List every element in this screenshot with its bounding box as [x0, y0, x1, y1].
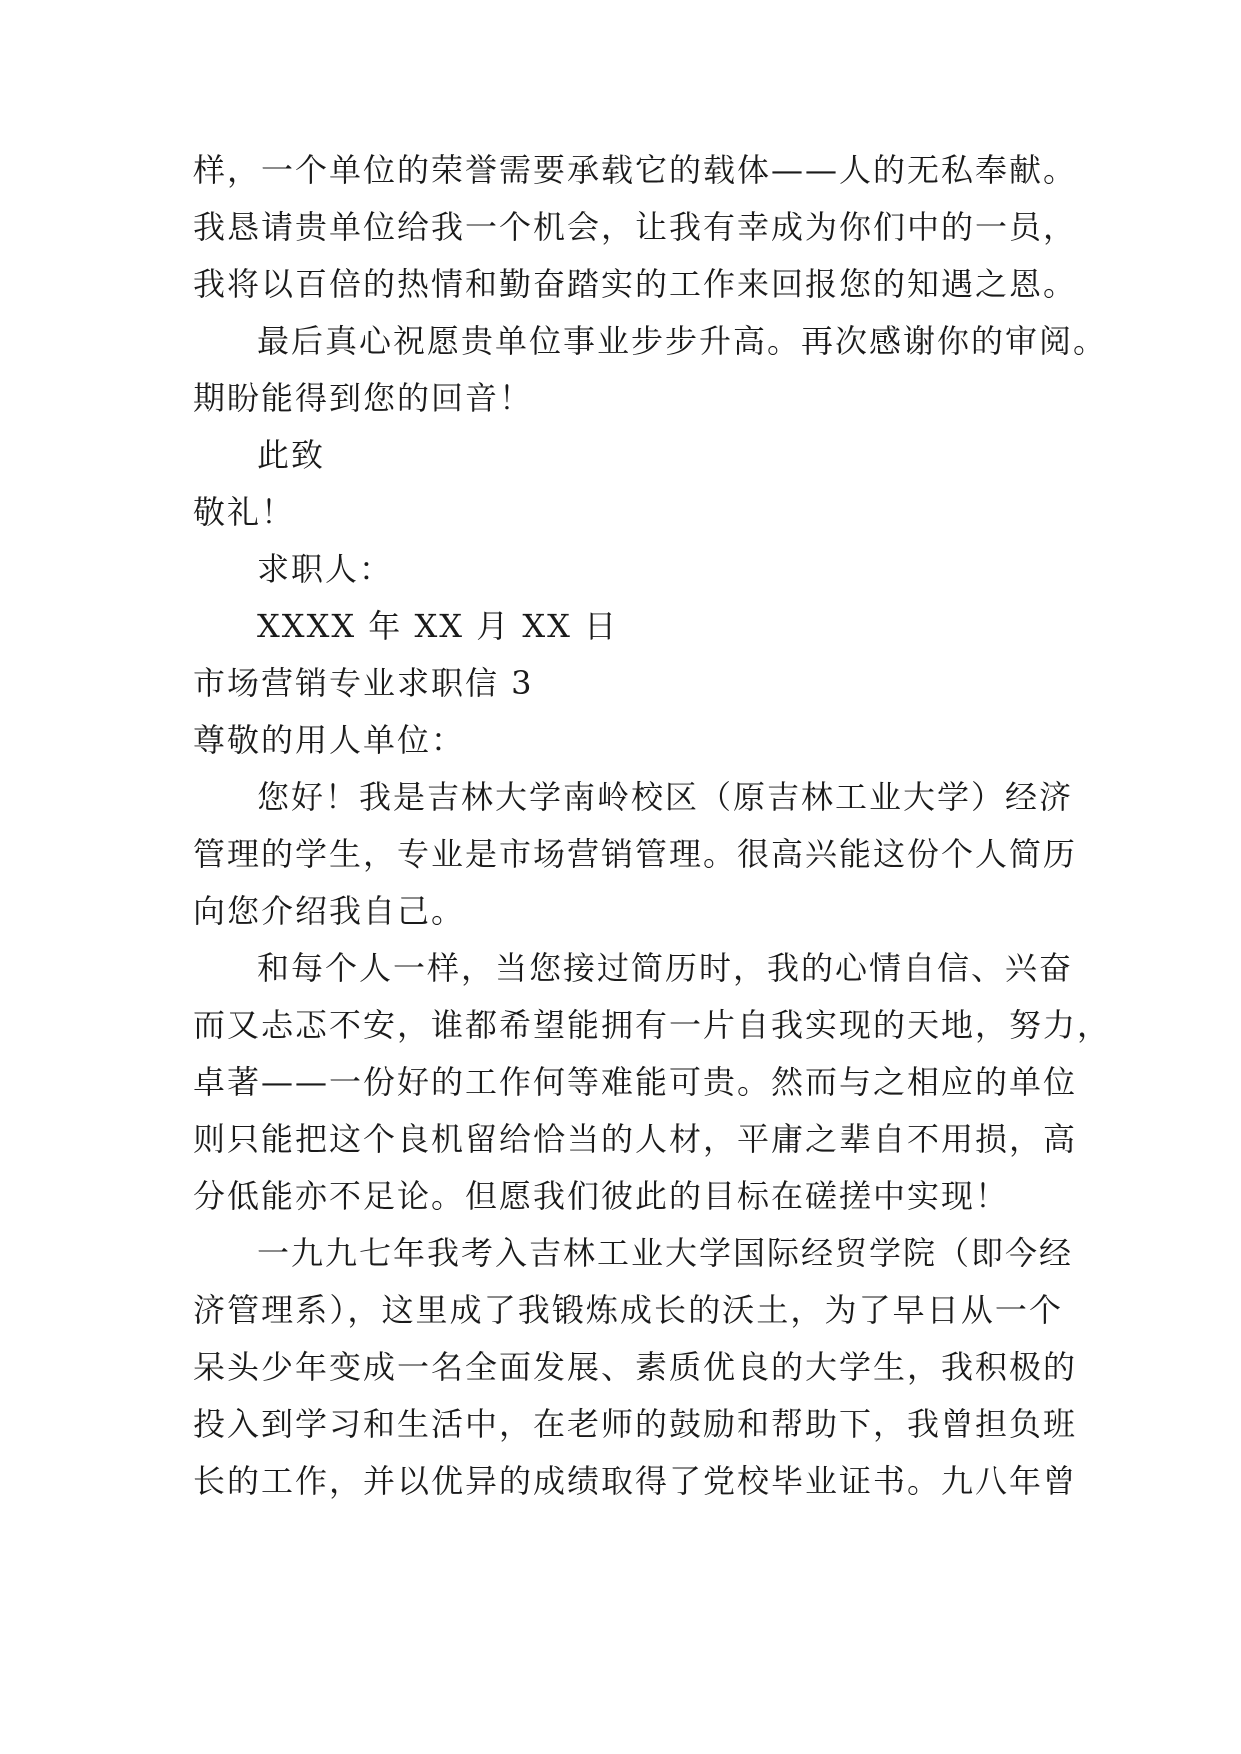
text-line: 济管理系），这里成了我锻炼成长的沃土，为了早日从一个 — [193, 1291, 1063, 1329]
text-line: 期盼能得到您的回音！ — [193, 379, 534, 417]
section-title: 市场营销专业求职信 3 — [193, 664, 534, 702]
text-line: 呆头少年变成一名全面发展、素质优良的大学生，我积极的 — [193, 1348, 1078, 1386]
text-line: 最后真心祝愿贵单位事业步步升高。再次感谢你的审阅。 — [257, 322, 1108, 360]
text-line: 我将以百倍的热情和勤奋踏实的工作来回报您的知遇之恩。 — [193, 265, 1078, 303]
closing-salutation: 此致 — [257, 436, 326, 474]
text-line: 而又忐忑不安，谁都希望能拥有一片自我实现的天地，努力， — [193, 1006, 1112, 1044]
text-line: 和每个人一样，当您接过简历时，我的心情自信、兴奋 — [257, 949, 1074, 987]
text-line: 长的工作，并以优异的成绩取得了党校毕业证书。九八年曾 — [193, 1462, 1078, 1500]
text-line: 分低能亦不足论。但愿我们彼此的目标在磋搓中实现！ — [193, 1177, 1010, 1215]
signature-label: 求职人： — [257, 550, 394, 588]
closing-regards: 敬礼！ — [193, 493, 296, 531]
text-line: 卓著——一份好的工作何等难能可贵。然而与之相应的单位 — [193, 1063, 1078, 1101]
text-line: 一九九七年我考入吉林工业大学国际经贸学院（即今经 — [257, 1234, 1074, 1272]
greeting: 尊敬的用人单位： — [193, 721, 466, 759]
text-line: 管理的学生，专业是市场营销管理。很高兴能这份个人简历 — [193, 835, 1078, 873]
text-line: 您好！我是吉林大学南岭校区（原吉林工业大学）经济 — [257, 778, 1074, 816]
text-line: 向您介绍我自己。 — [193, 892, 466, 930]
text-line: 我恳请贵单位给我一个机会，让我有幸成为你们中的一员， — [193, 208, 1078, 246]
date-line: XXXX 年 XX 月 XX 日 — [257, 607, 619, 645]
text-line: 样，一个单位的荣誉需要承载它的载体——人的无私奉献。 — [193, 151, 1078, 189]
text-line: 投入到学习和生活中，在老师的鼓励和帮助下，我曾担负班 — [193, 1405, 1078, 1443]
text-line: 则只能把这个良机留给恰当的人材，平庸之辈自不用损，高 — [193, 1120, 1078, 1158]
